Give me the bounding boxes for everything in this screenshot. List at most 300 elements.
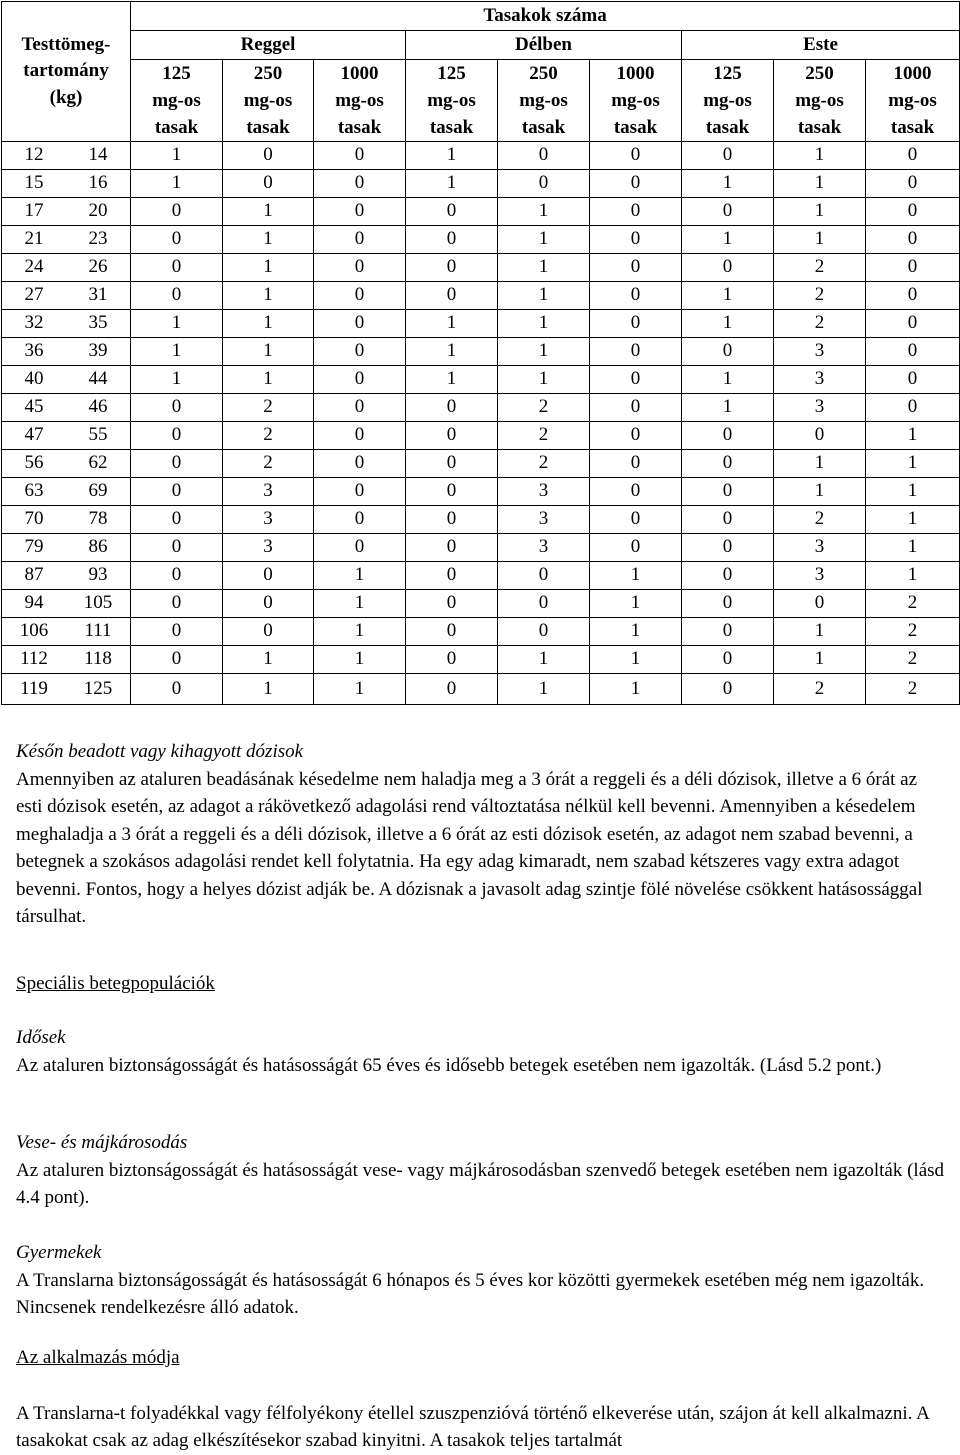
sachet-count-cell: 0	[498, 562, 590, 590]
sachet-count-cell: 0	[314, 170, 406, 198]
table-row	[2, 562, 960, 590]
sachet-strength-header	[314, 60, 406, 142]
sachet-count-cell: 1	[682, 394, 774, 422]
sachet-strength-line: tasak	[797, 117, 842, 138]
weight-from: 79	[24, 536, 44, 558]
sachet-strength-line: tasak	[613, 117, 658, 138]
sachet-count-cell: 0	[406, 506, 498, 534]
sachet-count-cell: 1	[314, 646, 406, 674]
table-row	[2, 674, 960, 705]
sachet-count-cell: 1	[498, 226, 590, 254]
sachet-count-cell: 0	[131, 226, 223, 254]
sachet-count-cell: 3	[498, 478, 590, 506]
sachet-count-cell: 0	[590, 534, 682, 562]
weight-to: 39	[88, 340, 108, 362]
sachet-count-cell: 1	[590, 674, 682, 705]
sachet-count-cell: 0	[406, 478, 498, 506]
table-row	[2, 590, 960, 618]
sachet-strength-line: tasak	[429, 117, 474, 138]
weight-from: 119	[20, 677, 48, 699]
sachet-count-cell: 0	[498, 590, 590, 618]
sachet-count-cell: 0	[406, 674, 498, 705]
sachet-count-cell: 0	[590, 450, 682, 478]
sachet-count-cell: 1	[223, 254, 314, 282]
sachet-count-cell: 0	[314, 506, 406, 534]
sachet-count-header: Tasakok száma	[131, 2, 960, 31]
sachet-count-cell: 2	[223, 450, 314, 478]
sachet-count-cell: 0	[590, 254, 682, 282]
sachet-count-cell: 2	[223, 422, 314, 450]
sachet-strength-header	[223, 60, 314, 142]
sachet-count-cell: 0	[866, 366, 960, 394]
sachet-count-cell: 1	[774, 618, 866, 646]
sachet-count-cell: 0	[590, 478, 682, 506]
sachet-count-cell: 1	[498, 366, 590, 394]
sachet-count-cell: 1	[774, 646, 866, 674]
sachet-count-cell: 0	[406, 422, 498, 450]
sachet-count-cell: 0	[131, 506, 223, 534]
sachet-strength-line: tasak	[705, 117, 750, 138]
sachet-count-cell: 0	[590, 394, 682, 422]
children-section	[16, 1239, 946, 1322]
sachet-count-cell: 1	[774, 198, 866, 226]
sachet-count-cell: 1	[774, 170, 866, 198]
sachet-count-cell: 0	[866, 142, 960, 170]
weight-range-cell	[2, 198, 131, 226]
sachet-count-cell: 0	[682, 534, 774, 562]
sachet-strength-line: mg-os	[888, 90, 937, 111]
sachet-count-cell: 0	[406, 618, 498, 646]
sachet-count-cell: 0	[682, 674, 774, 705]
table-row	[2, 534, 960, 562]
administration-section	[16, 1344, 946, 1455]
sachet-count-cell: 0	[774, 422, 866, 450]
special-populations-section	[16, 970, 946, 998]
weight-to: 14	[88, 144, 108, 166]
elderly-heading: Idősek	[16, 1027, 66, 1048]
renal-hepatic-text: Az ataluren biztonságosságát és hatásosságát vese- vagy májkárosodásban szenvedő betegek esetében nem igazolták (lásd 4.4 pont).	[16, 1159, 945, 1209]
sachet-count-cell: 1	[223, 310, 314, 338]
sachet-count-cell: 0	[406, 562, 498, 590]
sachet-count-cell: 0	[406, 254, 498, 282]
renal-hepatic-section	[16, 1129, 946, 1212]
sachet-count-cell: 2	[498, 394, 590, 422]
sachet-count-cell: 0	[314, 478, 406, 506]
weight-from: 40	[24, 368, 44, 390]
late-dose-section	[16, 738, 946, 931]
weight-from: 24	[24, 256, 44, 278]
sachet-strength-line: mg-os	[519, 90, 568, 111]
sachet-count-cell: 1	[406, 366, 498, 394]
sachet-count-cell: 1	[498, 646, 590, 674]
sachet-count-cell: 0	[682, 562, 774, 590]
sachet-count-cell: 1	[223, 338, 314, 366]
weight-to: 44	[88, 368, 108, 390]
sachet-count-cell: 0	[131, 562, 223, 590]
table-row	[2, 338, 960, 366]
sachet-count-cell: 1	[590, 590, 682, 618]
table-row	[2, 450, 960, 478]
sachet-count-cell: 0	[406, 450, 498, 478]
weight-to: 69	[88, 480, 108, 502]
sachet-strength-line: mg-os	[611, 90, 660, 111]
weight-range-cell	[2, 674, 131, 705]
weight-to: 23	[88, 228, 108, 250]
sachet-count-cell: 0	[590, 142, 682, 170]
sachet-count-cell: 2	[498, 450, 590, 478]
sachet-count-cell: 0	[866, 198, 960, 226]
sachet-count-cell: 1	[590, 562, 682, 590]
sachet-strength-line: 1000	[616, 63, 655, 84]
sachet-strength-line: tasak	[337, 117, 382, 138]
sachet-count-cell: 0	[590, 170, 682, 198]
sachet-count-cell: 1	[223, 226, 314, 254]
group-header: Délben	[406, 31, 682, 60]
sachet-count-cell: 0	[406, 394, 498, 422]
late-dose-text: Amennyiben az ataluren beadásának késedelme nem haladja meg a 3 órát a reggeli és a déli dózisok, illetve a 6 órát az esti dózisok esetén, az adagot a rákövetkező adagolási rend változtatása nélkül kell bevenni. Amennyiben a késedelem meghaladja a 3 órát a reggeli és a déli dózisok, illetve a 6 órát az esti dózisok esetén, az adagot nem szabad bevenni, a betegnek a szokásos adagolási rendet kell folytatnia. Ha egy adag kimaradt, nem szabad kétszeres vagy extra adagot bevenni. Fontos, hogy a helyes dózist adják be. A dózisnak a javasolt adag szintje fölé növelése csökkent hatásossággal társulhat.	[16, 768, 923, 928]
group-header: Reggel	[131, 31, 406, 60]
sachet-count-cell: 0	[131, 282, 223, 310]
sachet-count-cell: 0	[682, 142, 774, 170]
weight-range-cell	[2, 282, 131, 310]
sachet-strength-header	[406, 60, 498, 142]
sachet-count-cell: 1	[682, 226, 774, 254]
administration-text: A Translarna-t folyadékkal vagy félfolyékony étellel szuszpenzióvá történő elkeverése után, szájon át kell alkalmazni. A tasakokat csak az adag elkészítésekor szabad kinyitni. A tasakok teljes tartalmát	[16, 1402, 929, 1452]
sachet-strength-line: 250	[253, 63, 283, 84]
weight-from: 36	[24, 340, 44, 362]
sachet-count-cell: 0	[866, 254, 960, 282]
sachet-count-cell: 1	[223, 366, 314, 394]
sachet-count-cell: 1	[314, 618, 406, 646]
weight-to: 105	[83, 592, 113, 614]
sachet-count-cell: 0	[866, 394, 960, 422]
sachet-count-cell: 2	[866, 674, 960, 705]
weight-from: 106	[19, 620, 49, 642]
weight-range-header-line: (kg)	[49, 86, 83, 108]
weight-to: 46	[88, 396, 108, 418]
sachet-strength-header	[590, 60, 682, 142]
sachet-count-cell: 0	[314, 282, 406, 310]
sachet-count-cell: 1	[498, 674, 590, 705]
sachet-count-cell: 1	[131, 310, 223, 338]
sachet-count-cell: 0	[682, 422, 774, 450]
sachet-count-cell: 0	[131, 254, 223, 282]
sachet-count-cell: 1	[223, 282, 314, 310]
sachet-count-cell: 0	[223, 170, 314, 198]
weight-to: 16	[88, 172, 108, 194]
table-row	[2, 422, 960, 450]
elderly-text: Az ataluren biztonságosságát és hatásosságát 65 éves és idősebb betegek esetében nem igazolták. (Lásd 5.2 pont.)	[16, 1054, 882, 1076]
sachet-count-cell: 1	[774, 142, 866, 170]
weight-range-header	[2, 2, 131, 142]
sachet-count-cell: 0	[314, 142, 406, 170]
sachet-count-cell: 0	[314, 254, 406, 282]
weight-range-cell	[2, 366, 131, 394]
weight-range-cell	[2, 646, 131, 674]
weight-from: 87	[24, 564, 44, 586]
sachet-count-cell: 1	[682, 310, 774, 338]
sachet-count-cell: 0	[590, 198, 682, 226]
sachet-count-cell: 3	[774, 534, 866, 562]
sachet-count-cell: 0	[314, 534, 406, 562]
sachet-strength-line: tasak	[154, 117, 199, 138]
weight-from: 94	[24, 592, 44, 614]
sachet-count-cell: 0	[131, 674, 223, 705]
sachet-count-cell: 0	[498, 170, 590, 198]
sachet-count-cell: 1	[314, 562, 406, 590]
weight-range-cell	[2, 478, 131, 506]
sachet-strength-line: 125	[437, 63, 466, 84]
weight-from: 27	[24, 284, 44, 306]
weight-range-cell	[2, 534, 131, 562]
weight-from: 47	[24, 424, 44, 446]
sachet-count-cell: 1	[406, 338, 498, 366]
sachet-count-cell: 1	[866, 534, 960, 562]
sachet-count-cell: 1	[774, 226, 866, 254]
table-row	[2, 310, 960, 338]
weight-range-cell	[2, 226, 131, 254]
weight-to: 118	[84, 648, 112, 670]
sachet-count-cell: 0	[223, 562, 314, 590]
sachet-count-cell: 0	[590, 422, 682, 450]
sachet-count-cell: 0	[866, 338, 960, 366]
sachet-count-cell: 0	[682, 338, 774, 366]
children-text: A Translarna biztonságosságát és hatásosságát 6 hónapos és 5 éves kor közötti gyermekek esetében még nem igazolták. Nincsenek rendelkezésre álló adatok.	[16, 1269, 925, 1319]
sachet-count-cell: 2	[866, 618, 960, 646]
weight-to: 20	[88, 200, 108, 222]
sachet-strength-line: 1000	[340, 63, 379, 84]
sachet-count-cell: 1	[498, 282, 590, 310]
sachet-count-cell: 1	[223, 646, 314, 674]
weight-from: 12	[24, 144, 44, 166]
sachet-count-cell: 0	[498, 618, 590, 646]
sachet-count-cell: 1	[682, 282, 774, 310]
weight-to: 31	[88, 284, 108, 306]
sachet-count-cell: 3	[223, 534, 314, 562]
sachet-count-cell: 1	[682, 170, 774, 198]
elderly-section	[16, 1024, 946, 1079]
sachet-count-cell: 3	[223, 478, 314, 506]
sachet-count-cell: 1	[131, 338, 223, 366]
sachet-count-cell: 0	[406, 534, 498, 562]
table-row	[2, 394, 960, 422]
weight-range-cell	[2, 338, 131, 366]
sachet-count-cell: 0	[314, 394, 406, 422]
sachet-count-cell: 0	[314, 450, 406, 478]
sachet-strength-line: 1000	[893, 63, 932, 84]
weight-from: 45	[24, 396, 44, 418]
sachet-count-cell: 1	[866, 506, 960, 534]
weight-to: 26	[88, 256, 108, 278]
weight-from: 70	[24, 508, 44, 530]
weight-range-cell	[2, 254, 131, 282]
group-header: Este	[682, 31, 960, 60]
weight-to: 55	[88, 424, 108, 446]
special-populations-heading: Speciális betegpopulációk	[16, 973, 215, 994]
weight-from: 112	[20, 648, 48, 670]
sachet-count-cell: 0	[498, 142, 590, 170]
sachet-count-cell: 2	[774, 254, 866, 282]
sachet-count-cell: 1	[131, 170, 223, 198]
sachet-count-cell: 0	[406, 590, 498, 618]
sachet-count-cell: 1	[590, 618, 682, 646]
sachet-count-cell: 0	[682, 198, 774, 226]
sachet-count-cell: 1	[866, 450, 960, 478]
sachet-strength-line: mg-os	[152, 90, 201, 111]
table-row	[2, 226, 960, 254]
sachet-count-cell: 3	[774, 338, 866, 366]
sachet-count-cell: 2	[866, 646, 960, 674]
weight-to: 111	[84, 620, 112, 642]
table-row	[2, 254, 960, 282]
weight-range-cell	[2, 506, 131, 534]
sachet-count-cell: 0	[223, 618, 314, 646]
sachet-count-cell: 0	[314, 366, 406, 394]
sachet-count-cell: 2	[866, 590, 960, 618]
table-row	[2, 170, 960, 198]
sachet-count-cell: 3	[498, 534, 590, 562]
table-row	[2, 618, 960, 646]
sachet-strength-line: 125	[162, 63, 191, 84]
sachet-count-cell: 2	[774, 506, 866, 534]
administration-heading: Az alkalmazás módja	[16, 1347, 180, 1368]
sachet-count-cell: 1	[498, 338, 590, 366]
sachet-count-cell: 1	[223, 674, 314, 705]
sachet-count-cell: 1	[314, 674, 406, 705]
sachet-count-cell: 0	[682, 618, 774, 646]
sachet-count-cell: 2	[774, 310, 866, 338]
sachet-count-cell: 3	[223, 506, 314, 534]
sachet-strength-line: tasak	[890, 117, 935, 138]
sachet-count-cell: 0	[406, 226, 498, 254]
sachet-count-cell: 0	[682, 478, 774, 506]
sachet-count-cell: 1	[774, 478, 866, 506]
sachet-count-cell: 1	[866, 562, 960, 590]
sachet-strength-line: mg-os	[703, 90, 752, 111]
sachet-strength-line: 125	[713, 63, 742, 84]
sachet-strength-line: tasak	[521, 117, 566, 138]
sachet-count-cell: 3	[498, 506, 590, 534]
weight-range-header-line: Testtömeg-	[21, 33, 111, 55]
sachet-count-cell: 1	[774, 450, 866, 478]
sachet-count-cell: 2	[223, 394, 314, 422]
weight-range-cell	[2, 422, 131, 450]
sachet-count-cell: 2	[498, 422, 590, 450]
sachet-strength-line: mg-os	[427, 90, 476, 111]
sachet-count-cell: 2	[774, 674, 866, 705]
sachet-count-cell: 0	[682, 506, 774, 534]
sachet-strength-line: mg-os	[243, 90, 293, 111]
sachet-count-cell: 0	[131, 478, 223, 506]
weight-range-cell	[2, 590, 131, 618]
sachet-count-cell: 0	[406, 198, 498, 226]
sachet-count-cell: 0	[774, 590, 866, 618]
late-dose-heading: Későn beadott vagy kihagyott dózisok	[16, 741, 304, 762]
sachet-count-cell: 1	[682, 366, 774, 394]
sachet-count-cell: 1	[406, 310, 498, 338]
weight-to: 78	[88, 508, 108, 530]
table-row	[2, 646, 960, 674]
sachet-count-cell: 0	[131, 450, 223, 478]
sachet-count-cell: 0	[590, 226, 682, 254]
sachet-count-cell: 0	[131, 198, 223, 226]
table-row	[2, 506, 960, 534]
sachet-count-cell: 0	[866, 310, 960, 338]
weight-from: 21	[24, 228, 44, 250]
children-heading: Gyermekek	[16, 1242, 102, 1263]
weight-range-cell	[2, 394, 131, 422]
sachet-count-cell: 0	[590, 338, 682, 366]
weight-from: 56	[24, 452, 44, 474]
sachet-count-cell: 0	[314, 226, 406, 254]
sachet-count-cell: 1	[866, 478, 960, 506]
sachet-count-cell: 0	[682, 646, 774, 674]
sachet-count-cell: 1	[131, 142, 223, 170]
sachet-count-cell: 3	[774, 366, 866, 394]
sachet-count-cell: 2	[774, 282, 866, 310]
renal-hepatic-heading: Vese- és májkárosodás	[16, 1132, 188, 1153]
sachet-count-cell: 0	[682, 254, 774, 282]
weight-to: 62	[88, 452, 108, 474]
sachet-count-cell: 0	[590, 310, 682, 338]
weight-from: 17	[24, 200, 44, 222]
weight-to: 86	[88, 536, 108, 558]
sachet-strength-line: mg-os	[795, 90, 844, 111]
sachet-count-cell: 0	[223, 142, 314, 170]
weight-from: 15	[24, 172, 44, 194]
weight-from: 32	[24, 312, 44, 334]
sachet-count-cell: 1	[223, 198, 314, 226]
sachet-strength-header	[131, 60, 223, 142]
sachet-strength-header	[682, 60, 774, 142]
sachet-count-cell: 3	[774, 562, 866, 590]
weight-range-header-line: tartomány	[23, 60, 109, 82]
sachet-strength-line: 250	[529, 63, 558, 84]
table-row	[2, 478, 960, 506]
sachet-count-cell: 0	[590, 366, 682, 394]
table-row	[2, 198, 960, 226]
sachet-count-cell: 1	[498, 310, 590, 338]
sachet-strength-header	[774, 60, 866, 142]
weight-to: 93	[88, 564, 108, 586]
weight-range-cell	[2, 310, 131, 338]
table-row	[2, 282, 960, 310]
sachet-count-cell: 0	[131, 618, 223, 646]
weight-range-cell	[2, 142, 131, 170]
sachet-count-cell: 0	[131, 422, 223, 450]
sachet-count-cell: 0	[406, 282, 498, 310]
weight-range-cell	[2, 450, 131, 478]
weight-to: 35	[88, 312, 108, 334]
sachet-strength-header	[866, 60, 960, 142]
weight-range-cell	[2, 618, 131, 646]
sachet-strength-line: 250	[805, 63, 834, 84]
sachet-count-cell: 1	[498, 254, 590, 282]
sachet-count-cell: 1	[131, 366, 223, 394]
table-row	[2, 142, 960, 170]
sachet-count-cell: 0	[131, 646, 223, 674]
sachet-count-cell: 0	[314, 422, 406, 450]
table-row	[2, 366, 960, 394]
sachet-count-cell: 0	[590, 282, 682, 310]
sachet-strength-header	[498, 60, 590, 142]
sachet-count-cell: 0	[314, 338, 406, 366]
sachet-strength-line: mg-os	[335, 90, 384, 111]
sachet-strength-line: tasak	[246, 117, 290, 138]
sachet-count-cell: 0	[314, 198, 406, 226]
sachet-count-cell: 1	[866, 422, 960, 450]
dosing-table	[1, 1, 960, 705]
